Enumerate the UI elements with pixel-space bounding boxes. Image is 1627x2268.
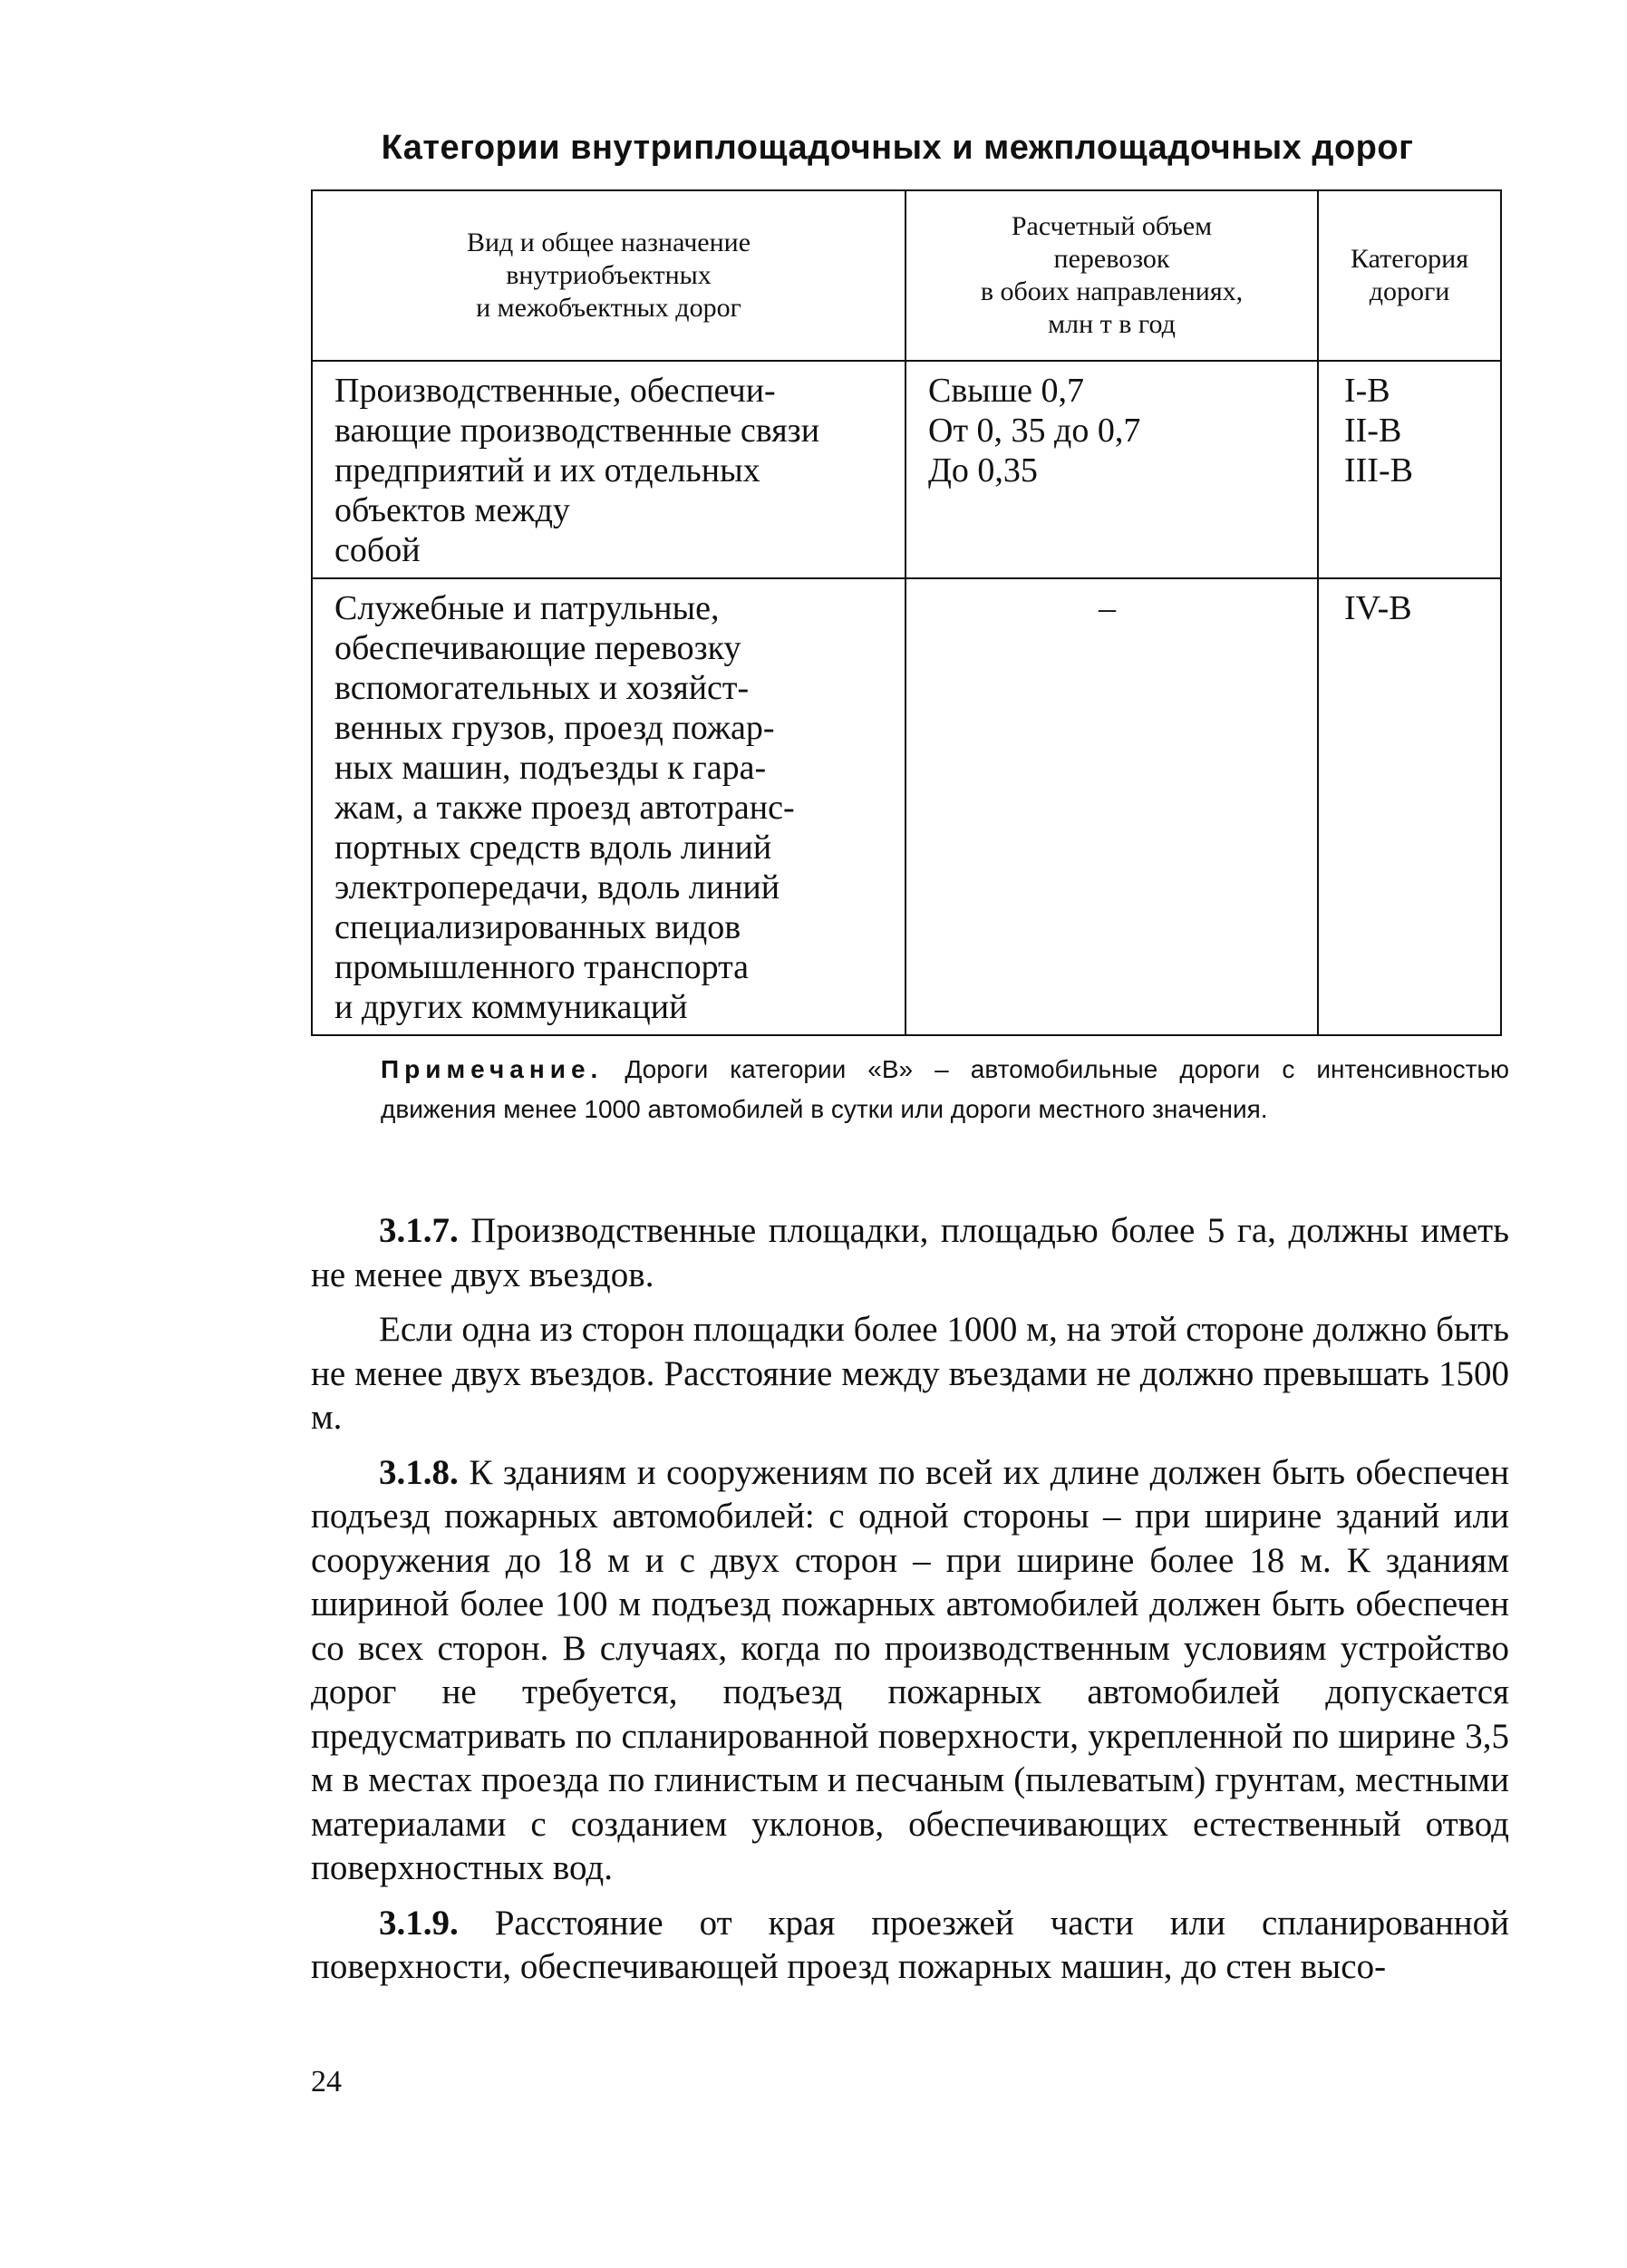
- paragraph: [311, 1209, 1509, 1297]
- paragraph: [311, 1451, 1509, 1891]
- note-text: Дороги категории «В» – автомобильные дороги с интенсивностью движения менее 1000 автомобилей в сутки или дороги местного значения.: [381, 1055, 1509, 1123]
- header-road-type: Вид и общее назначение внутриобъектных и межобъектных дорог: [312, 190, 906, 361]
- cell-volume: –: [906, 578, 1318, 1035]
- cell-category: I-В II-В III-В: [1318, 361, 1501, 578]
- paragraph: [311, 1308, 1509, 1440]
- paragraph-text: Если одна из сторон площадки более 1000 м, на этой стороне должно быть не менее двух въездов. Расстояние между въездами не должно превышать 1500 м.: [311, 1310, 1509, 1437]
- header-volume: Расчетный объем перевозок в обоих направлениях, млн т в год: [906, 190, 1318, 361]
- paragraph-text: Производственные площадки, площадью более 5 га, должны иметь не менее двух въездов.: [311, 1211, 1510, 1294]
- page-number: 24: [311, 2065, 342, 2098]
- body-text: [311, 1209, 1509, 2001]
- section-number: 3.1.8.: [379, 1452, 459, 1492]
- table-row: [312, 578, 1501, 1035]
- note-label: Примечание.: [381, 1055, 604, 1083]
- table-title: Категории внутриплощадочных и межплощадочных дорог: [381, 129, 1414, 167]
- cell-category: IV-В: [1318, 578, 1501, 1035]
- paragraph-text: Расстояние от края проезжей части или спланированной поверхности, обеспечивающей проезд пожарных машин, до стен высо-: [311, 1903, 1510, 1986]
- section-number: 3.1.9.: [379, 1903, 459, 1943]
- cell-road-type: Производственные, обеспечи- вающие производственные связи предприятий и их отдельных объектов между собой: [312, 361, 906, 578]
- paragraph: [311, 1902, 1509, 1990]
- road-categories-table: [311, 189, 1502, 1036]
- section-number: 3.1.7.: [379, 1211, 459, 1250]
- cell-road-type: Служебные и патрульные, обеспечивающие перевозку вспомогательных и хозяйст- венных грузов, проезд пожар- ных машин, подъезды к гара- жам, а также проезд автотранс- портных средств вдоль линий электропередачи, вдоль линий специализированных видов промышленного транспорта и других коммуникаций: [312, 578, 906, 1035]
- table-header-row: [312, 190, 1501, 361]
- header-category: Категория дороги: [1318, 190, 1501, 361]
- table-note: [381, 1050, 1509, 1129]
- table-row: [312, 361, 1501, 578]
- cell-volume: Свыше 0,7 От 0, 35 до 0,7 До 0,35: [906, 361, 1318, 578]
- paragraph-text: К зданиям и сооружениям по всей их длине должен быть обеспечен подъезд пожарных автомобилей: с одной стороны – при ширине зданий или сооружения до 18 м и с двух сторон – при ширине более 18 м. К зданиям шириной более 100 м подъезд пожарных автомобилей должен быть обеспечен со всех сторон. В случаях, когда по производственным условиям устройство дорог не требуется, подъезд пожарных автомобилей допускается предусматривать по спланированной поверхности, укрепленной по ширине 3,5 м в местах проезда по глинистым и песчаным (пылеватым) грунтам, местными материалами с созданием уклонов, обеспечивающих естественный отвод поверхностных вод.: [311, 1452, 1509, 1887]
